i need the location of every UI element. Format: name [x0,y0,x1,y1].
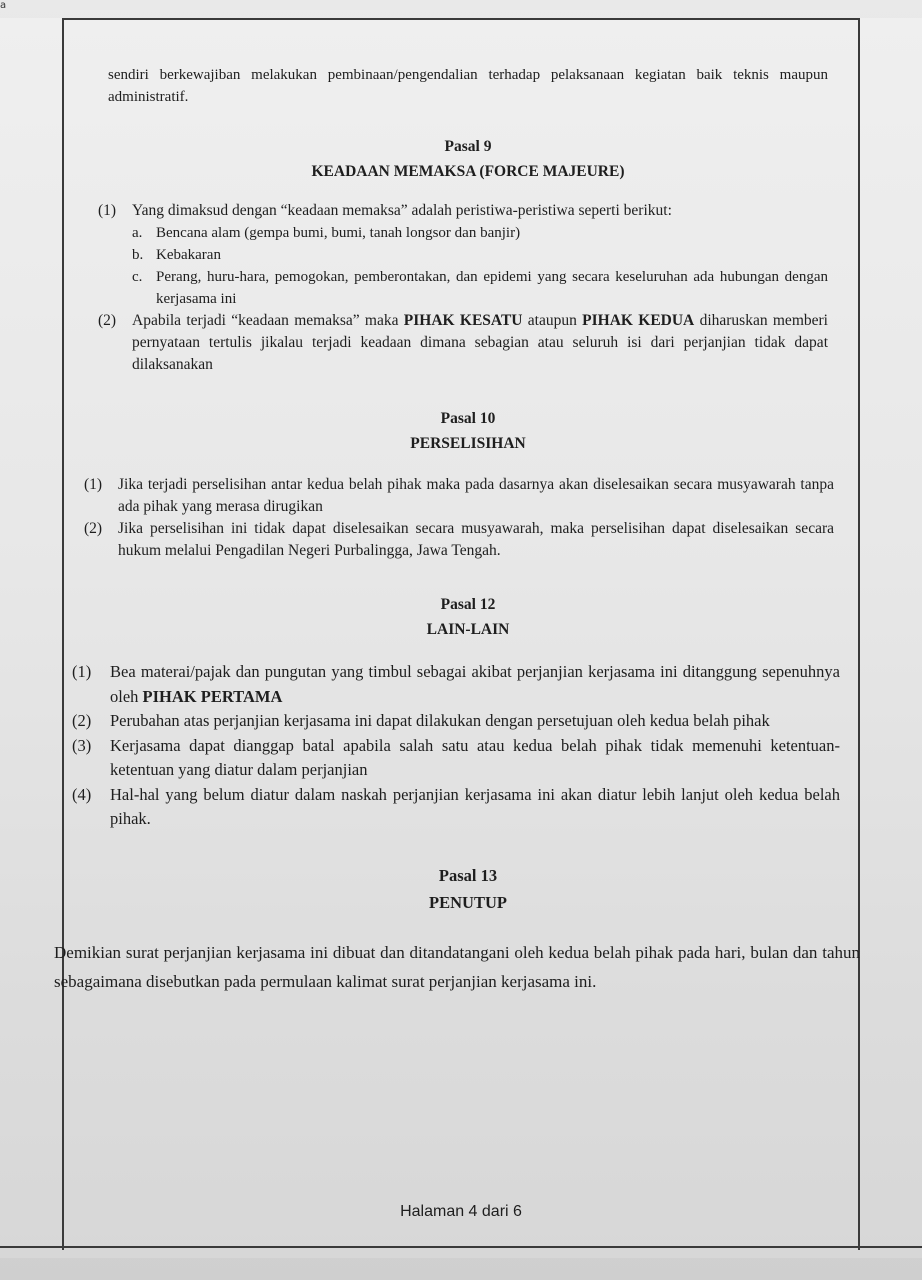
page-number: Halaman 4 dari 6 [400,1203,522,1220]
sub-letter: b. [132,247,144,263]
item-text: Jika terjadi perselisihan antar kedua belah pihak maka pada dasarnya akan diselesaikan secara musyawarah tanpa ada pihak yang merasa dirugikan [118,476,834,515]
pasal-10-item-2 [84,518,834,562]
item-text [132,310,828,376]
pasal-12-list [72,660,840,832]
pasal-13-number: Pasal 13 [438,865,498,885]
pasal-10-number: Pasal 10 [440,410,496,427]
text-run: Apabila terjadi “keadaan memaksa” maka [132,312,404,329]
pasal-13-title: PENUTUP [429,892,507,912]
item-number: (4) [72,784,92,804]
intro-paragraph: sendiri berkewajiban melakukan pembinaan/pengendalian terhadap pelaksanaan kegiatan baik teknis maupun administratif. [108,67,828,105]
pasal-12-number: Pasal 12 [440,596,496,613]
pasal-13 [54,862,860,996]
pasal-10-item-1 [84,474,834,518]
closing-paragraph: Demikian surat perjanjian kerjasama ini dibuat dan ditandatangani oleh kedua belah pihak pada hari, bulan dan tahun sebagaimana disebutkan pada permulaan kalimat surat perjanjian kerjasama ini. [54,942,860,991]
page-corner-mark: a [0,0,7,11]
pasal-9-number: Pasal 9 [444,138,492,155]
pasal-9 [98,134,828,376]
pasal-9-item-1 [98,200,828,222]
sub-letter: a. [132,225,143,241]
item-text: Hal-hal yang belum diatur dalam naskah perjanjian kerjasama ini akan diatur lebih lanjut oleh kedua belah pihak. [110,784,840,828]
pasal-10 [84,406,834,562]
pasal-12-item-1 [72,660,840,709]
pasal-10-title: PERSELISIHAN [410,435,526,452]
party-one-label: PIHAK KESATU [403,312,523,329]
item-number: (2) [72,711,92,730]
pasal-9-item-2 [98,310,828,376]
text-run: ataupun [522,312,583,329]
pasal-9-title: KEADAAN MEMAKSA (FORCE MAJEURE) [311,163,625,180]
pasal-12-title: LAIN-LAIN [426,621,510,638]
text-run: diharuskan memberi pernyataan tertulis jikalau terjadi keadaan dimana sebagian atau seluruh isi dari perjanjian tidak dapat dilaksanakan [132,312,828,373]
pasal-9-list [98,200,828,376]
party-two-label: PIHAK KEDUA [582,312,695,329]
item-number: (1) [72,662,92,681]
pasal-9-sub-c [132,266,828,310]
page-bottom-rule [0,1246,922,1248]
party-first-label: PIHAK PERTAMA [142,686,283,706]
sub-text: Kebakaran [156,247,221,263]
item-text: Kerjasama dapat dianggap batal apabila salah satu atau kedua belah pihak tidak memenuhi ketentuan-ketentuan yang diatur dalam perjanjian [110,735,840,779]
item-text: Perubahan atas perjanjian kerjasama ini dapat dilakukan dengan persetujuan oleh kedua belah pihak [110,711,770,730]
item-number: (1) [84,476,103,493]
text-run: Bea materai/pajak dan pungutan yang timbul sebagai akibat perjanjian kerjasama ini ditanggung sepenuhnya oleh [110,662,840,706]
sub-letter: c. [132,269,143,285]
pasal-10-list [84,474,834,562]
document-page [0,18,922,1258]
item-text: Yang dimaksud dengan “keadaan memaksa” adalah peristiwa-peristiwa seperti berikut: [132,202,672,219]
item-number: (3) [72,735,92,755]
item-number: (1) [98,202,117,219]
item-number: (2) [84,520,103,537]
pasal-12-item-2 [72,709,840,734]
item-text: Jika perselisihan ini tidak dapat diselesaikan secara musyawarah, maka perselisihan dapat diselesaikan secara hukum melalui Pengadilan Negeri Purbalingga, Jawa Tengah. [118,520,834,559]
item-number: (2) [98,312,117,329]
pasal-9-sub-b [132,244,828,266]
pasal-12-item-4 [72,783,840,832]
item-text [110,660,840,709]
sub-text: Perang, huru-hara, pemogokan, pemberontakan, dan epidemi yang secara keseluruhan ada hubungan dengan kerjasama ini [156,269,828,307]
pasal-12-item-3 [72,734,840,783]
pasal-12 [72,592,840,832]
sub-text: Bencana alam (gempa bumi, bumi, tanah longsor dan banjir) [156,225,521,241]
document-body [54,64,860,996]
pasal-9-sub-a [132,222,828,244]
